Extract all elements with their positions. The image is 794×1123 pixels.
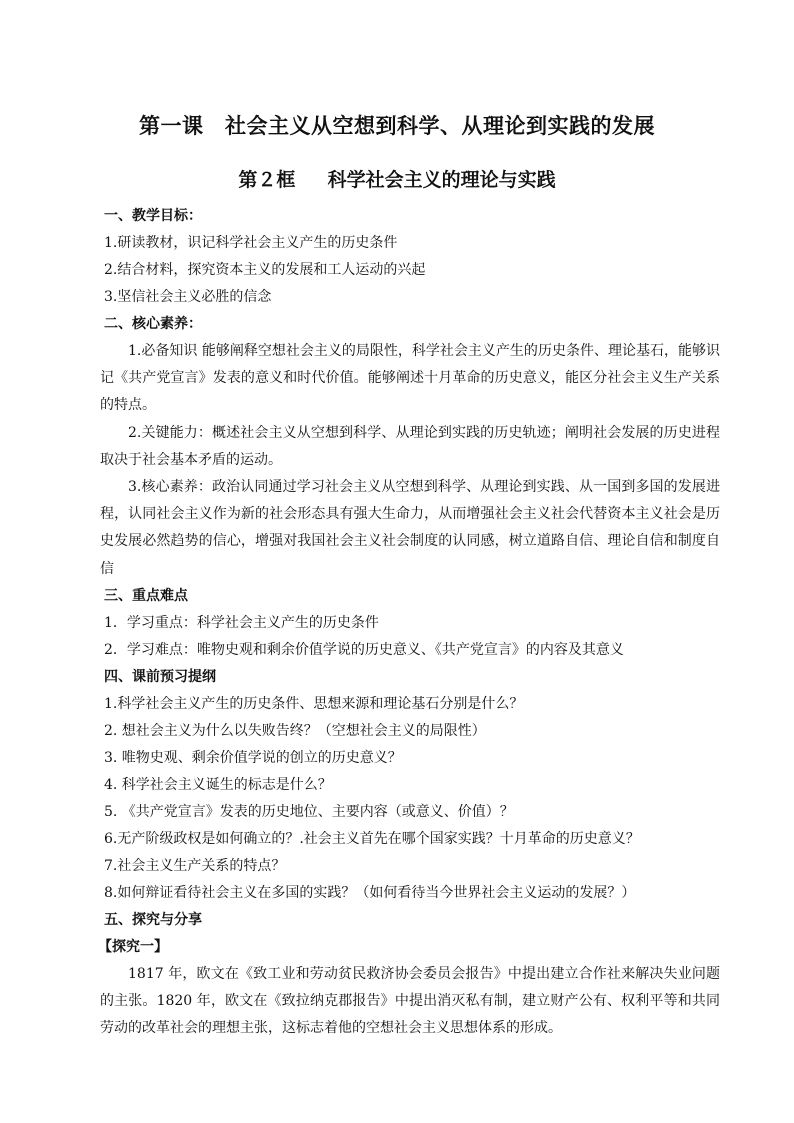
preview-item: 8.如何辩证看待社会主义在多国的实践？（如何看待当今世界社会主义运动的发展？） bbox=[104, 884, 636, 901]
preview-item: 7.社会主义生产关系的特点？ bbox=[104, 857, 286, 874]
objective-item: 3.坚信社会主义必胜的信念 bbox=[104, 289, 272, 305]
objective-item: 2.结合材料，探究资本主义的发展和工人运动的兴起 bbox=[104, 262, 426, 278]
preview-item: 4. 科学社会主义诞生的标志是什么？ bbox=[104, 776, 332, 793]
key-point-item: 1．学习重点：科学社会主义产生的历史条件 bbox=[104, 614, 379, 631]
explore-paragraph: 1817 年，欧文在《致工业和劳动贫民救济协会委员会报告》中提出建立合作社来解决失业问题的主张。1820 年，欧文在《致拉纳克郡报告》中提出消灭私有制，建立财产公有、权利平等和共同劳动的改革社会的理想主张，这标志着他的空想社会主义思想体系的形成。 bbox=[100, 965, 720, 1037]
document-body bbox=[98, 203, 720, 1042]
key-point-item: 2．学习难点：唯物史观和剩余价值学说的历史意义、《共产党宣言》的内容及其意义 bbox=[104, 641, 624, 658]
section-heading-explore: 五、探究与分享 bbox=[104, 911, 202, 928]
literacy-paragraph: 2.关键能力：概述社会主义从空想到科学、从理论到实践的历史轨迹；阐明社会发展的历史进程取决于社会基本矛盾的运动。 bbox=[100, 424, 720, 468]
preview-item: 1.科学社会主义产生的历史条件、思想来源和理论基石分别是什么？ bbox=[104, 695, 524, 712]
preview-item: 6.无产阶级政权是如何确立的？.社会主义首先在哪个国家实践？十月革命的历史意义？ bbox=[104, 830, 640, 847]
preview-item: 3. 唯物史观、剩余价值学说的创立的历史意义？ bbox=[104, 749, 402, 766]
section-heading-literacy: 二、核心素养： bbox=[104, 316, 202, 332]
lesson-title: 第一课 社会主义从空想到科学、从理论到实践的发展 bbox=[139, 114, 655, 138]
objective-item: 1.研读教材，识记科学社会主义产生的历史条件 bbox=[104, 235, 398, 251]
section-heading-key-points: 三、重点难点 bbox=[104, 587, 188, 604]
preview-item: 2. 想社会主义为什么以失败告终？（空想社会主义的局限性） bbox=[104, 722, 486, 739]
explore-subheading: 【探究一】 bbox=[98, 938, 168, 955]
literacy-paragraph: 3.核心素养：政治认同通过学习社会主义从空想到科学、从理论到实践、从一国到多国的发展进程，认同社会主义作为新的社会形态具有强大生命力，从而增强社会主义社会代替资本主义社会是历史发展必然趋势的信心，增强对我国社会主义社会制度的认同感，树立道路自信、理论自信和制度自信 bbox=[100, 479, 720, 577]
literacy-paragraph: 1.必备知识 能够阐释空想社会主义的局限性，科学社会主义产生的历史条件、理论基石，能够识记《共产党宣言》发表的意义和时代价值。能够阐述十月革命的历史意义，能区分社会主义生产关系的特点。 bbox=[100, 343, 720, 414]
section-heading-preview: 四、课前预习提纲 bbox=[104, 668, 216, 685]
preview-item: 5. 《共产党宣言》发表的历史地位、主要内容（或意义、价值）？ bbox=[104, 803, 514, 820]
section-heading-objectives: 一、教学目标： bbox=[104, 208, 202, 224]
lesson-subtitle: 第２框 科学社会主义的理论与实践 bbox=[238, 169, 556, 191]
